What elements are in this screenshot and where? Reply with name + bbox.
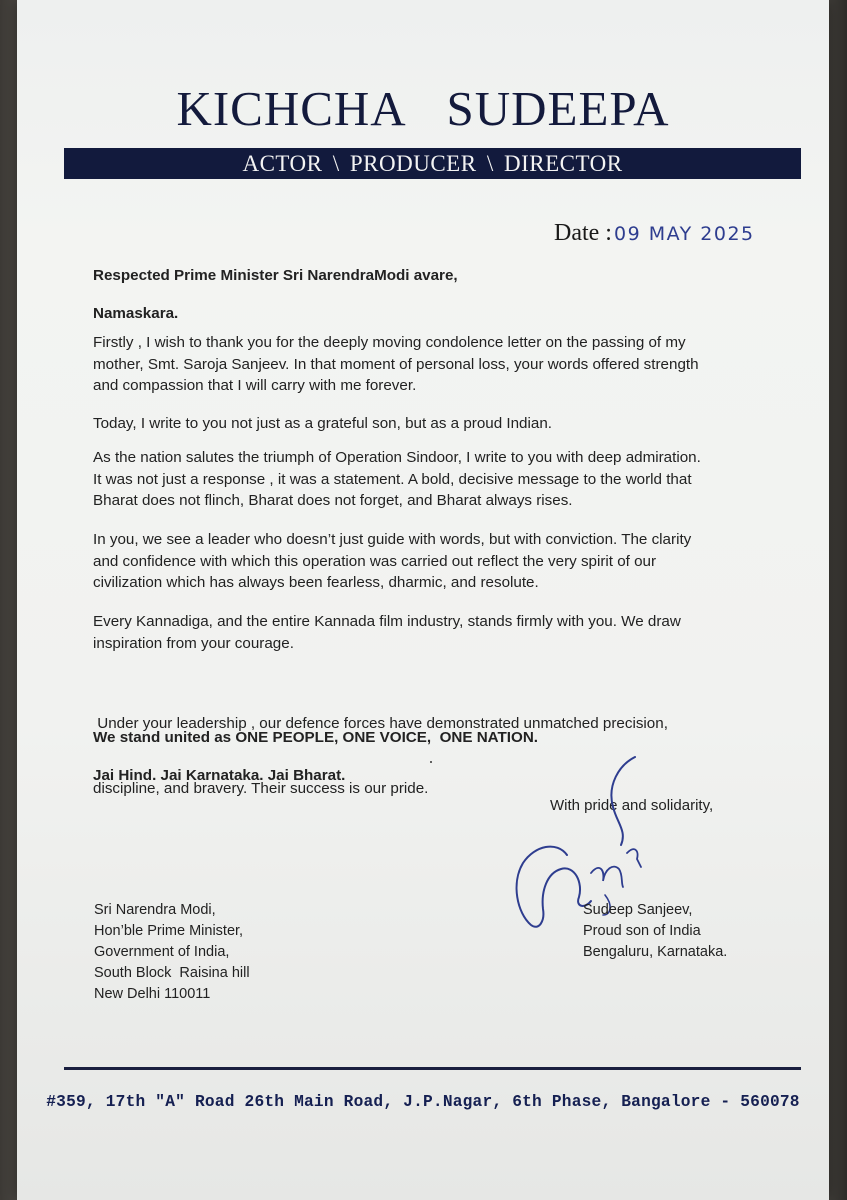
paragraph-line: discipline, and bravery. Their success is our pride. [93, 779, 429, 797]
paragraph-1 [93, 332, 699, 397]
recipient-address [94, 900, 250, 1005]
paragraph-line: mother, Smt. Saroja Sanjeev. In that moment of personal loss, your words offered strength [93, 355, 699, 373]
paragraph-line: Bharat does not flinch, Bharat does not forget, and Bharat always rises. [93, 492, 573, 509]
jai-line: Jai Hind. Jai Karnataka. Jai Bharat. [93, 767, 346, 784]
paragraph-line: and compassion that I will carry with me forever. [93, 377, 417, 394]
paragraph-line: civilization which has always been fearless, dharmic, and resolute. [93, 574, 539, 591]
ink-dot [430, 761, 432, 763]
paragraph-line: In you, we see a leader who doesn’t just guide with words, but with conviction. The clarity [93, 531, 692, 548]
recipient-line: South Block Raisina hill [94, 965, 250, 981]
paragraph-line: Firstly , I wish to thank you for the deeply moving condolence letter on the passing of my [93, 334, 686, 351]
paragraph-5 [93, 611, 681, 654]
date-value: 09 MAY 2025 [613, 223, 755, 245]
footer-rule [64, 1067, 801, 1070]
paragraph-line: Every Kannadiga, and the entire Kannada film industry, stands firmly with you. We draw [93, 613, 681, 630]
recipient-line: Hon’ble Prime Minister, [94, 923, 244, 939]
date-label: Date : [554, 220, 612, 246]
sender-line: Sudeep Sanjeev, [583, 902, 693, 918]
paragraph-line: inspiration from your courage. [93, 634, 294, 652]
date-row [554, 220, 755, 247]
paragraph-4 [93, 529, 691, 594]
sender-line: Proud son of India [583, 923, 701, 939]
paragraph-line: It was not just a response , it was a statement. A bold, decisive message to the world that [93, 470, 692, 488]
paragraph-2 [93, 413, 552, 435]
letter-page [17, 0, 829, 1200]
paragraph-line: Today, I write to you not just as a grateful son, but as a proud Indian. [93, 415, 552, 432]
closing-line: With pride and solidarity, [550, 797, 714, 814]
footer-address: #359, 17th "A" Road 26th Main Road, J.P.Nagar, 6th Phase, Bangalore - 560078 [46, 1093, 800, 1111]
paragraph-line: Under your leadership , our defence forces have demonstrated unmatched precision, [93, 715, 668, 732]
paragraph-line: As the nation salutes the triumph of Operation Sindoor, I write to you with deep admiration. [93, 449, 701, 466]
letterhead-name: KICHCHA SUDEEPA [176, 81, 670, 136]
sender-line: Bengaluru, Karnataka. [583, 944, 728, 960]
greeting: Namaskara. [93, 305, 179, 322]
paragraph-3 [93, 447, 701, 512]
recipient-line: Government of India, [94, 944, 230, 960]
paragraph-line: and confidence with which this operation was carried out reflect the very spirit of our [93, 552, 657, 570]
sender-block [583, 900, 727, 963]
recipient-line: New Delhi 110011 [94, 986, 211, 1002]
salutation: Respected Prime Minister Sri NarendraModi avare, [93, 267, 458, 284]
recipient-line: Sri Narendra Modi, [94, 902, 216, 918]
united-line: We stand united as ONE PEOPLE, ONE VOICE, ONE NATION. [93, 729, 539, 746]
letterhead-roles-band: ACTOR \ PRODUCER \ DIRECTOR [64, 148, 801, 179]
